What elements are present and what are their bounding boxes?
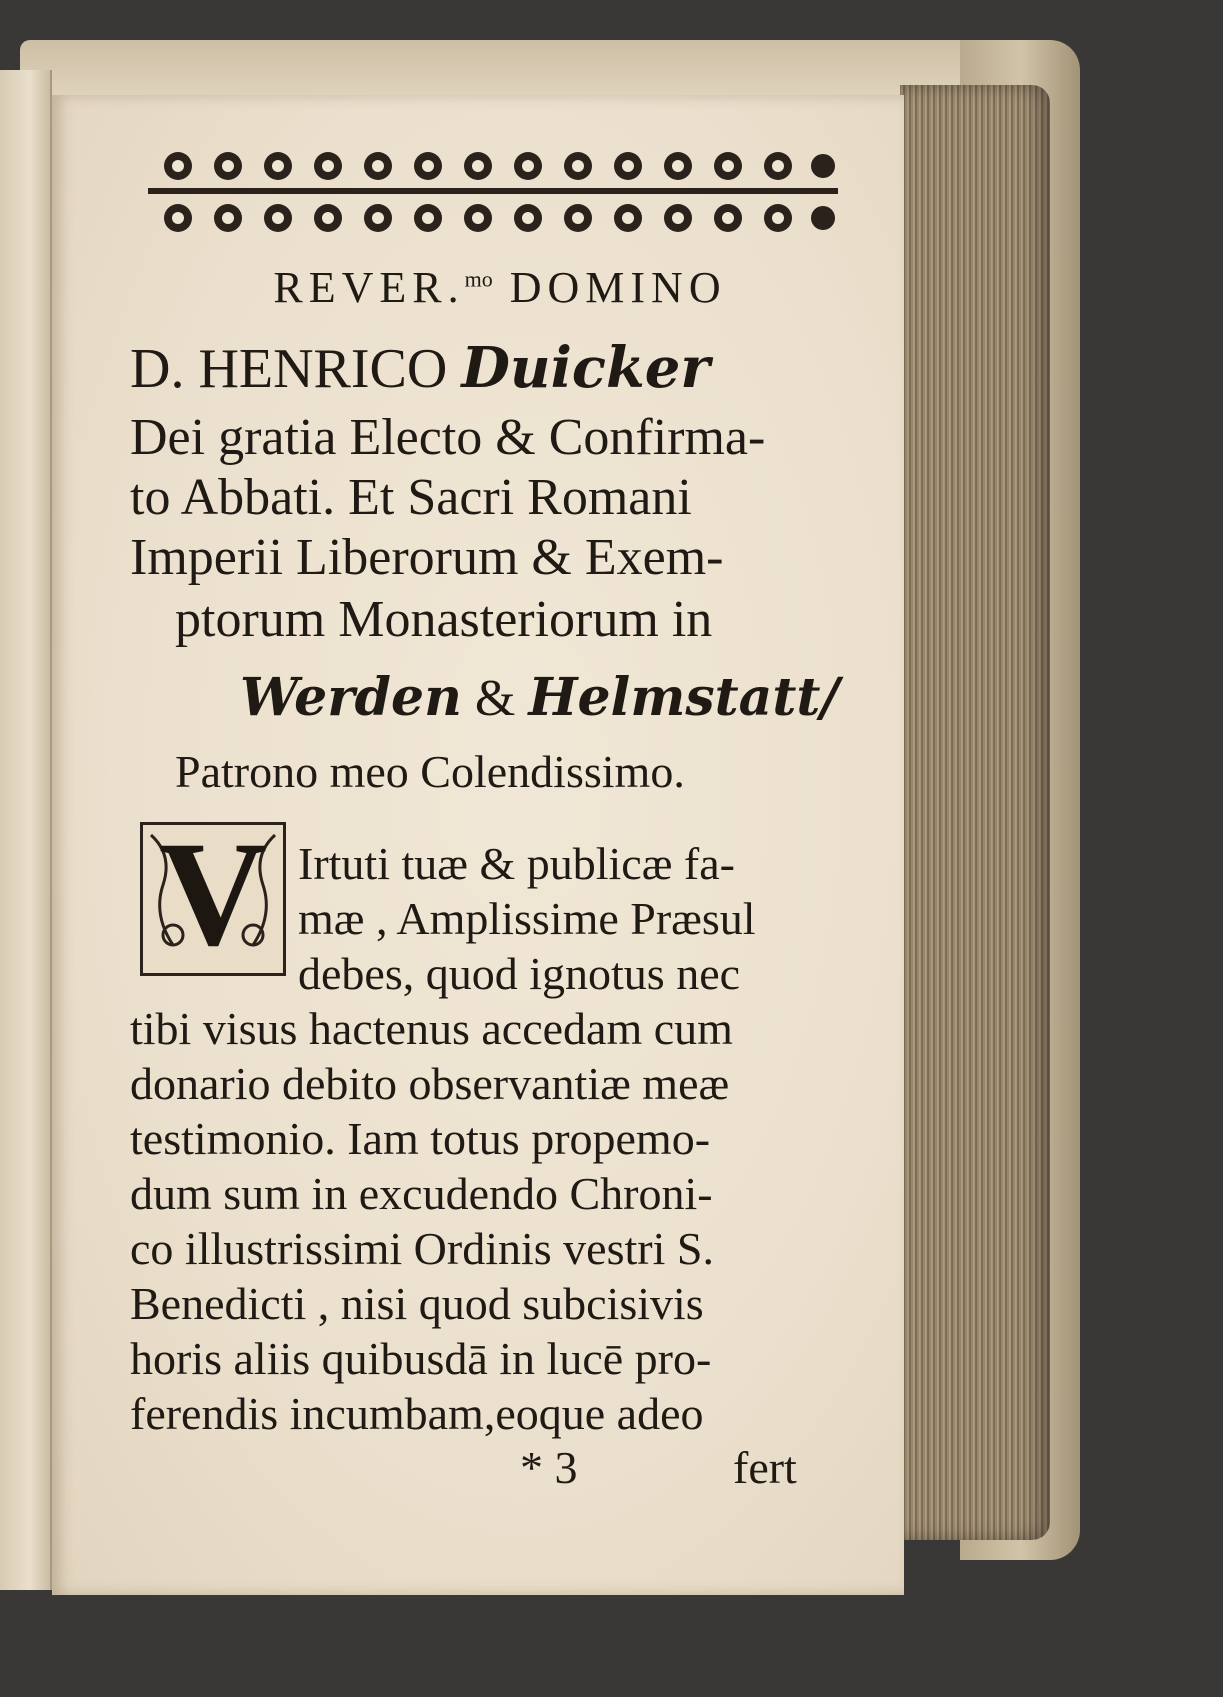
- body-line-9: Benedicti , nisi quod subcisivis: [130, 1278, 704, 1329]
- body-line-2: mæ , Amplissime Præsul: [298, 893, 756, 944]
- body-line-6: testimonio. Iam totus propemo-: [130, 1113, 711, 1164]
- catchword: fert: [733, 1442, 797, 1493]
- place-names: Werden & Helmstatt/: [240, 667, 840, 728]
- body-line-11: ferendis incumbam,eoque adeo: [130, 1388, 704, 1439]
- body-line-3: debes, quod ignotus nec: [298, 948, 741, 999]
- dedication-heading-line2: D. HENRICO Duicker: [130, 335, 710, 401]
- address-line-1: Dei gratia Electo & Confirma-: [130, 409, 766, 466]
- signature-mark: * 3: [520, 1442, 578, 1493]
- body-line-8: co illustrissimi Ordinis vestri S.: [130, 1223, 714, 1274]
- dedication-heading-line1: REVER.$^{mo}$ DOMINO: [273, 263, 727, 312]
- printers-ornament-band: [148, 138, 838, 248]
- decorated-initial: V: [140, 822, 286, 976]
- address-line-4: ptorum Monasteriorum in: [175, 591, 713, 648]
- body-line-1: Irtuti tuæ & publicæ fa-: [298, 838, 735, 889]
- book-top-edge: [20, 40, 1040, 100]
- body-line-4: tibi visus hactenus accedam cum: [130, 1003, 733, 1054]
- address-line-3: Imperii Liberorum & Exem-: [130, 529, 724, 586]
- address-line-2: to Abbati. Et Sacri Romani: [130, 469, 692, 526]
- body-line-7: dum sum in excudendo Chroni-: [130, 1168, 713, 1219]
- patron-line: Patrono meo Colendissimo.: [175, 746, 685, 797]
- body-line-10: horis aliis quibusdā in lucē pro-: [130, 1333, 712, 1384]
- body-line-5: donario debito observantiæ meæ: [130, 1058, 730, 1109]
